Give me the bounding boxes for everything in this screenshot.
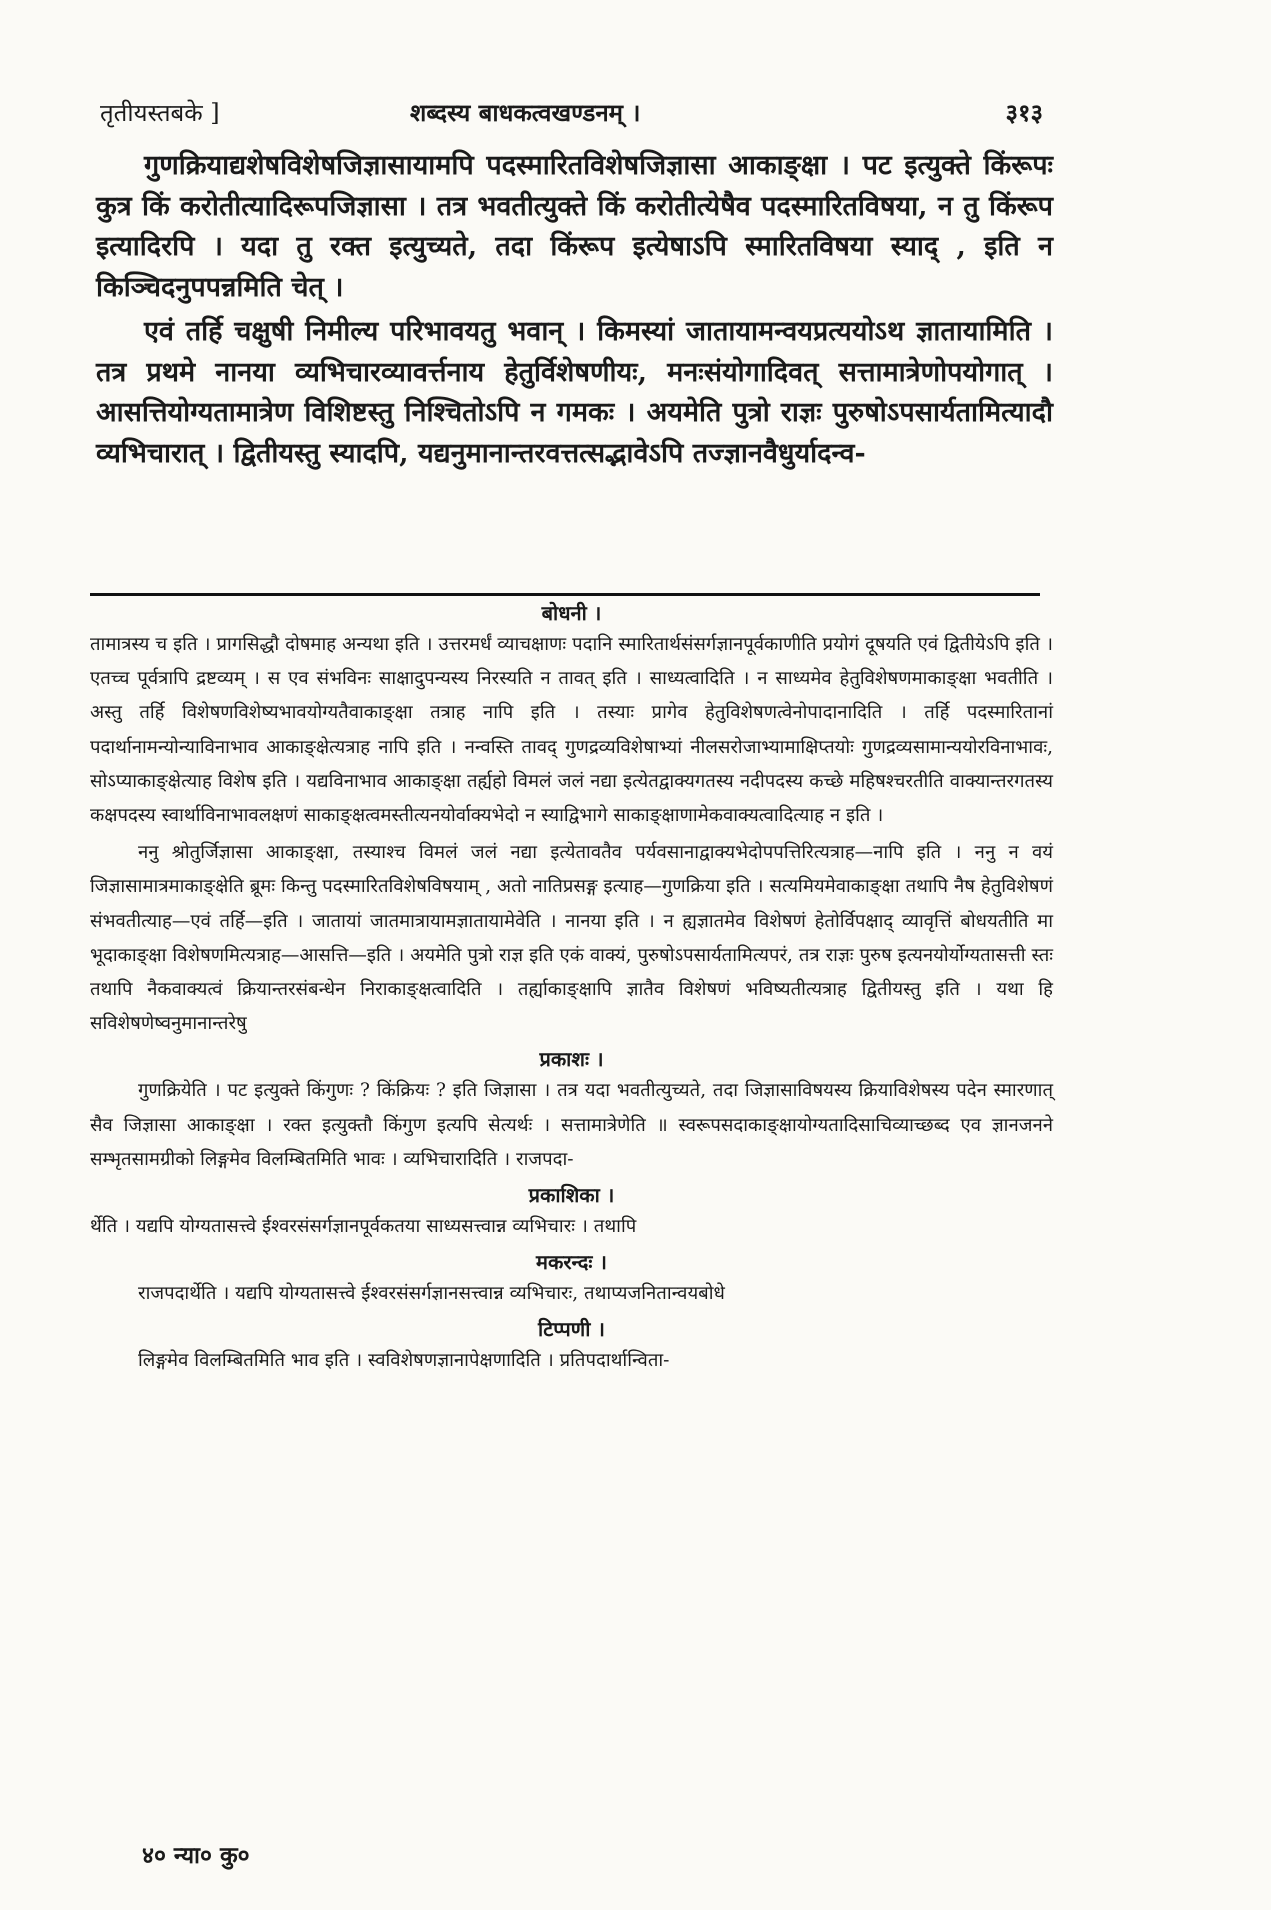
prakashika-title: प्रकाशिका । [528, 1183, 615, 1208]
chapter-marker: तृतीयस्तबके ] [100, 99, 220, 127]
commentary-section [90, 598, 1053, 1382]
bodhani-paragraph-1: तामात्रस्य च इति । प्रागसिद्धौ दोषमाह अन्यथा इति । उत्तरमर्धं व्याचक्षाणः पदानि स्मारितार्थसंसर्गज्ञानपूर्वकाणीति प्रयोगं दूषयति एवं द्वितीयेऽपि इति । एतच्च पूर्वत्रापि द्रष्टव्यम् । स एव संभविनः साक्षादुपन्यस्य निरस्यति न तावत् इति । साध्यत्वादिति । न साध्यमेव हेतुविशेषणमाकाङ्क्षा भवतीति । अस्तु तर्हि विशेषणविशेष्यभावयोग्यतैवाकाङ्क्षा तत्राह नापि इति । तस्याः प्रागेव हेतुविशेषणत्वेनोपादानादिति । तर्हि पदस्मारितानां पदार्थानामन्योन्याविनाभाव आकाङ्क्षेत्यत्राह नापि इति । नन्वस्ति तावद् गुणद्रव्यविशेषाभ्यां नीलसरोजाभ्यामाक्षिप्तयोः गुणद्रव्यसामान्ययोरविनाभावः, सोऽप्याकाङ्क्षेत्याह विशेष इति । यद्यविनाभाव आकाङ्क्षा तर्ह्यहो विमलं जलं नद्या इत्येतद्वाक्यगतस्य नदीपदस्य कच्छे महिषश्चरतीति वाक्यान्तरगतस्य कक्षपदस्य स्वार्थाविनाभावलक्षणं साकाङ्क्षत्वमस्तीत्यनयोर्वाक्यभेदो न स्याद्विभागे साकाङ्क्षाणामेकवाक्यत्वादित्याह न इति । [90, 634, 1053, 827]
makaranda-paragraph: राजपदार्थेति । यद्यपि योग्यतासत्त्वे ईश्वरसंसर्गज्ञानसत्त्वान्न व्यभिचारः, तथाप्यजनितान्वयबोधे [138, 1283, 725, 1305]
page-number: ३१३ [1005, 98, 1043, 127]
tippani-paragraph: लिङ्गमेव विलम्बितमिति भाव इति । स्वविशेषणज्ञानापेक्षणादिति । प्रतिपदार्थान्विता- [138, 1350, 670, 1372]
main-paragraph-2: एवं तर्हि चक्षुषी निमील्य परिभावयतु भवान् । किमस्यां जातायामन्वयप्रत्ययोऽथ ज्ञातायामिति । तत्र प्रथमे नानया व्यभिचारव्यावर्त्तनाय हेतुर्विशेषणीयः, मनःसंयोगादिवत् सत्तामात्रेणोपयोगात् । आसत्तियोग्यतामात्रेण विशिष्टस्तु निश्चितोऽपि न गमकः । अयमेति पुत्रो राज्ञः पुरुषोऽपसार्यतामित्यादौ व्यभिचारात् । द्वितीयस्तु स्यादपि, यद्यनुमानान्तरवत्तत्सद्भावेऽपि तज्ज्ञानवैधुर्यादन्व- [96, 316, 1053, 469]
main-text [96, 146, 1053, 478]
makaranda-title: मकरन्दः । [536, 1250, 607, 1275]
divider-rule [90, 593, 1040, 596]
bodhani-title: बोधनी । [541, 601, 602, 625]
prakasha-title: प्रकाशः । [539, 1047, 604, 1072]
prakashika-paragraph: र्थेति । यद्यपि योग्यतासत्त्वे ईश्वरसंसर्गज्ञानपूर्वकतया साध्यसत्त्वान्न व्यभिचारः । तथापि [90, 1216, 637, 1238]
running-header [100, 96, 1043, 136]
bodhani-paragraph-2: ननु श्रोतुर्जिज्ञासा आकाङ्क्षा, तस्याश्च विमलं जलं नद्या इत्येतावतैव पर्यवसानाद्वाक्यभेदोपपत्तिरित्यत्राह—नापि इति । ननु न वयं जिज्ञासामात्रमाकाङ्क्षेति ब्रूमः किन्तु पदस्मारितविशेषविषयाम् , अतो नातिप्रसङ्ग इत्याह—गुणक्रिया इति । सत्यमियमेवाकाङ्क्षा तथापि नैष हेतुविशेषणं संभवतीत्याह—एवं तर्हि—इति । जातायां जातमात्रायामज्ञातायामेवेति । नानया इति । न ह्यज्ञातमेव विशेषणं हेतोर्विपक्षाद् व्यावृत्तिं बोधयतीति मा भूदाकाङ्क्षा विशेषणमित्यत्राह—आसत्ति—इति । अयमेति पुत्रो राज्ञ इति एकं वाक्यं, पुरुषोऽपसार्यतामित्यपरं, तत्र राज्ञः पुरुष इत्यनयोर्योग्यतासत्ती स्तः तथापि नैकवाक्यत्वं क्रियान्तरसंबन्धेन निराकाङ्क्षत्वादिति । तर्ह्याकाङ्क्षापि ज्ञातैव विशेषणं भविष्यतीत्यत्राह द्वितीयस्तु इति । यथा हि सविशेषणेष्वनुमानान्तरेषु [90, 842, 1053, 1035]
prakasha-paragraph: गुणक्रियेति । पट इत्युक्ते किंगुणः ? किंक्रियः ? इति जिज्ञासा । तत्र यदा भवतीत्युच्यते, तदा जिज्ञासाविषयस्य क्रियाविशेषस्य पदेन स्मारणात् सैव जिज्ञासा आकाङ्क्षा । रक्त इत्युक्तौ किंगुण इत्यपि सेत्यर्थः । सत्तामात्रेणेति ॥ स्वरूपसदाकाङ्क्षायोग्यतादिसाचिव्याच्छब्द एव ज्ञानजनने सम्भृतसामग्रीको लिङ्गमेव विलम्बितमिति भावः । व्यभिचारादिति । राजपदा- [90, 1080, 1053, 1170]
tippani-title: टिप्पणी । [538, 1317, 605, 1342]
printer-signature: ४० न्या० कु० [142, 1842, 250, 1869]
main-paragraph-1: गुणक्रियाद्यशेषविशेषजिज्ञासायामपि पदस्मारितविशेषजिज्ञासा आकाङ्क्षा । पट इत्युक्ते किंरूपः कुत्र किं करोतीत्यादिरूपजिज्ञासा । तत्र भवतीत्युक्ते किं करोतीत्येषैव पदस्मारितविषया, न तु किंरूप इत्यादिरपि । यदा तु रक्त इत्युच्यते, तदा किंरूप इत्येषाऽपि स्मारितविषया स्याद् , इति न किञ्चिदनुपपन्नमिति चेत् । [96, 150, 1053, 303]
section-title: शब्दस्य बाधकत्वखण्डनम् । [410, 98, 641, 127]
